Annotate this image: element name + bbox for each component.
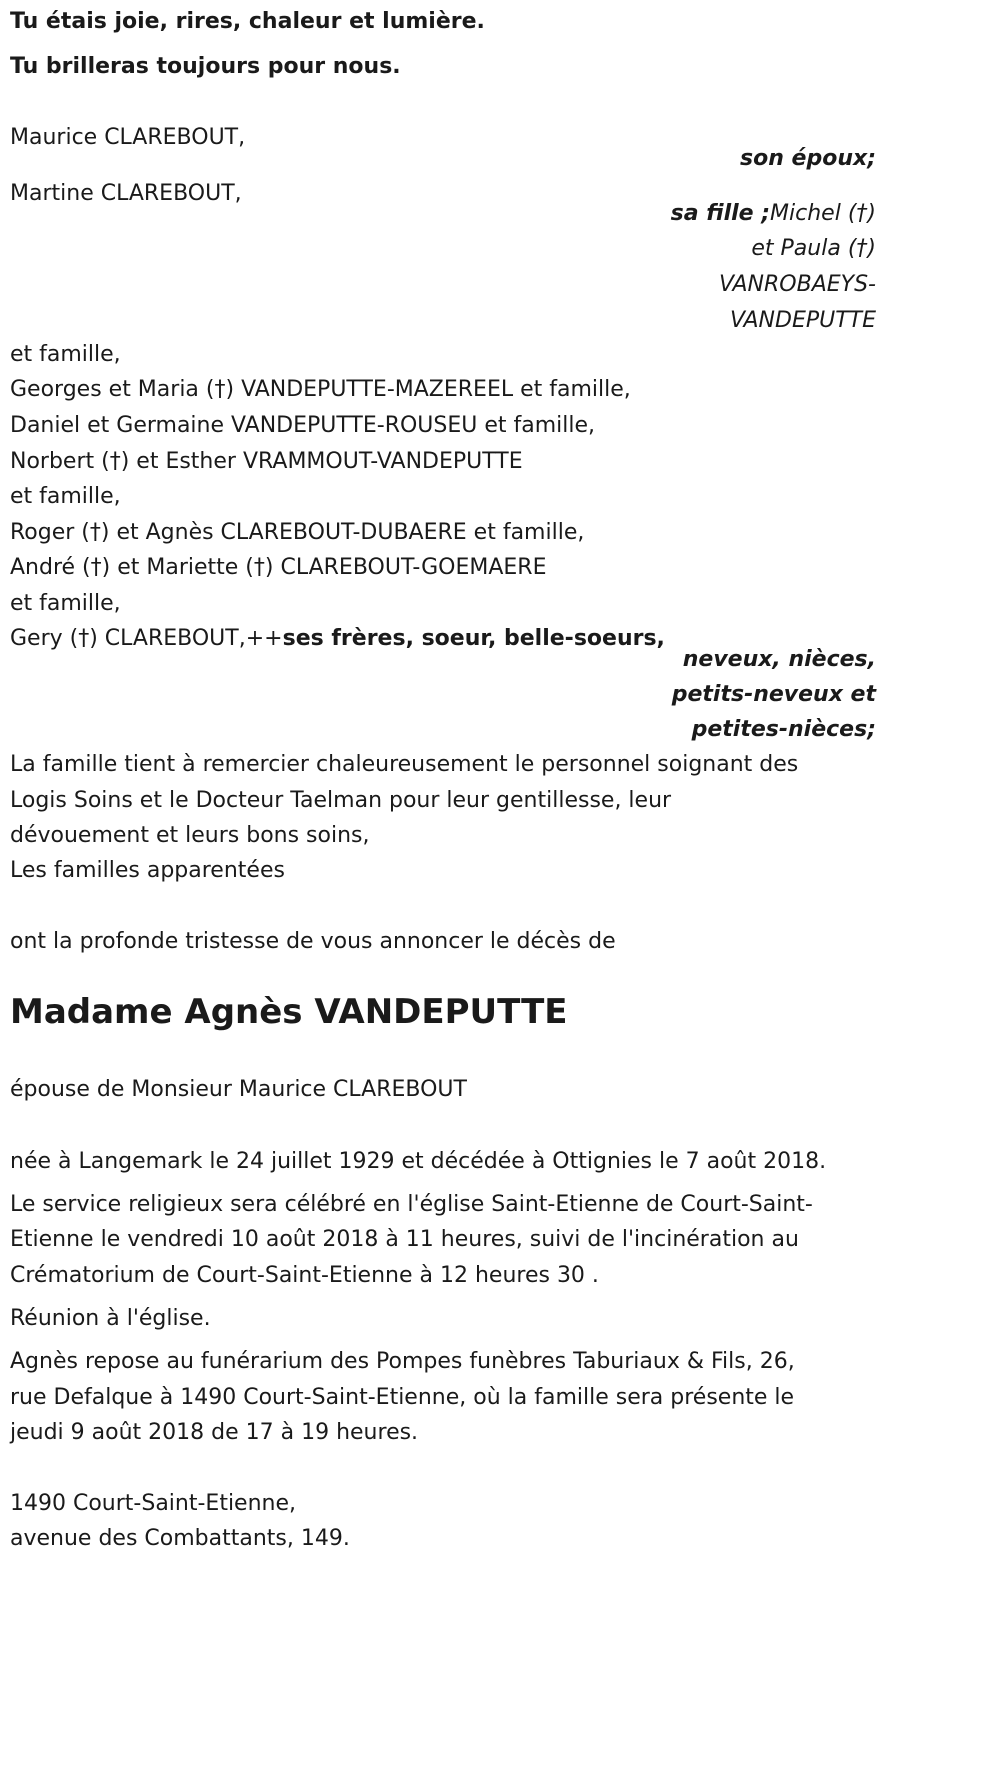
address-line: 1490 Court-Saint-Etienne,	[10, 1491, 297, 1516]
husband-role: son époux;	[740, 146, 876, 171]
service-line: Etienne le vendredi 10 août 2018 à 11 heures, suivi de l'incinération au	[10, 1227, 799, 1252]
gery-name: Gery (†) CLAREBOUT,++	[10, 626, 283, 651]
nephews-role-line: neveux, nièces,	[682, 647, 876, 672]
sibling-line: et famille,	[10, 484, 121, 509]
motto-line-1: Tu étais joie, rires, chaleur et lumière.	[10, 9, 485, 34]
deceased-name: Madame Agnès VANDEPUTTE	[10, 992, 568, 1032]
sibling-line: et famille,	[10, 591, 121, 616]
meeting-line: Réunion à l'église.	[10, 1306, 211, 1331]
parents-line-4: VANDEPUTTE	[729, 308, 876, 333]
sibling-line: Roger (†) et Agnès CLAREBOUT-DUBAERE et famille,	[10, 520, 585, 545]
thanks-line: La famille tient à remercier chaleureusement le personnel soignant des	[10, 752, 799, 777]
sibling-line: et famille,	[10, 342, 121, 367]
husband-name: Maurice CLAREBOUT,	[10, 125, 246, 150]
sibling-line: Daniel et Germaine VANDEPUTTE-ROUSEU et famille,	[10, 413, 596, 438]
nephews-role-line: petits-neveux et	[671, 682, 876, 707]
nephews-role-line: petites-nièces;	[691, 717, 876, 742]
parents-line-2: et Paula (†)	[751, 236, 876, 261]
announcement: ont la profonde tristesse de vous annoncer le décès de	[10, 929, 616, 954]
thanks-line: Les familles apparentées	[10, 858, 285, 883]
daughter-name: Martine CLAREBOUT,	[10, 181, 242, 206]
gery-line	[10, 627, 665, 651]
spouse-line: épouse de Monsieur Maurice CLAREBOUT	[10, 1077, 467, 1102]
visitation-line: jeudi 9 août 2018 de 17 à 19 heures.	[10, 1420, 419, 1445]
daughter-role-line	[671, 202, 876, 226]
visitation-line: Agnès repose au funérarium des Pompes funèbres Taburiaux & Fils, 26,	[10, 1349, 795, 1374]
sibling-line: Georges et Maria (†) VANDEPUTTE-MAZEREEL et famille,	[10, 377, 631, 402]
service-line: Le service religieux sera célébré en l'église Saint-Etienne de Court-Saint-	[10, 1192, 813, 1217]
service-line: Crématorium de Court-Saint-Etienne à 12 heures 30 .	[10, 1263, 599, 1288]
visitation-line: rue Defalque à 1490 Court-Saint-Etienne, où la famille sera présente le	[10, 1385, 795, 1410]
daughter-role: sa fille ;	[670, 201, 771, 226]
siblings-role: ses frères, soeur, belle-soeurs,	[282, 626, 665, 651]
motto-line-2: Tu brilleras toujours pour nous.	[10, 54, 401, 79]
birth-death-dates: née à Langemark le 24 juillet 1929 et décédée à Ottignies le 7 août 2018.	[10, 1149, 827, 1174]
address-line: avenue des Combattants, 149.	[10, 1526, 350, 1551]
parents-line-3: VANROBAEYS-	[718, 272, 876, 297]
thanks-line: dévouement et leurs bons soins,	[10, 823, 370, 848]
thanks-line: Logis Soins et le Docteur Taelman pour leur gentillesse, leur	[10, 788, 672, 813]
sibling-line: Norbert (†) et Esther VRAMMOUT-VANDEPUTTE	[10, 449, 523, 474]
parents-line-1: Michel (†)	[770, 201, 876, 226]
sibling-line: André (†) et Mariette (†) CLAREBOUT-GOEMAERE	[10, 555, 547, 580]
